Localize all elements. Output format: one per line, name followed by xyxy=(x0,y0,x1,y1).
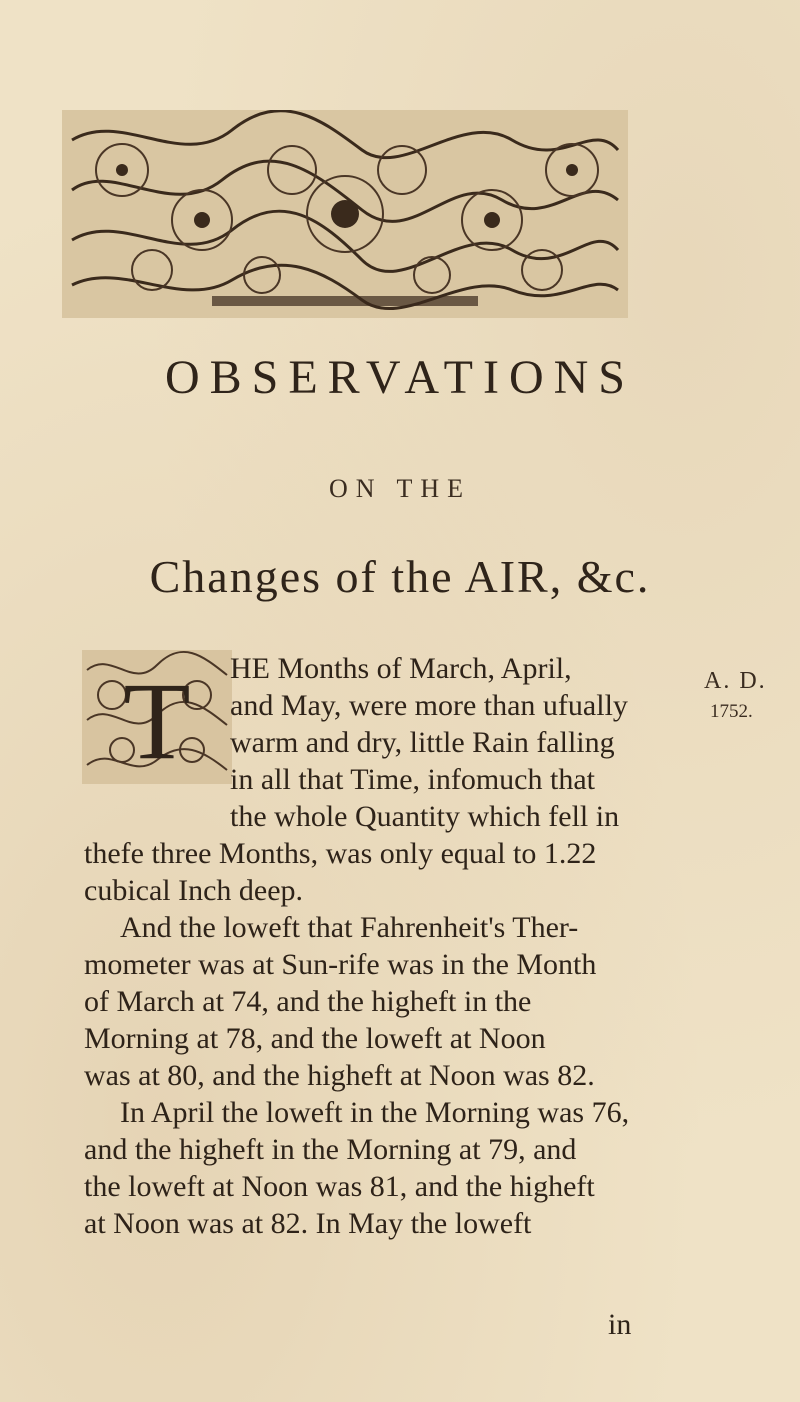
page-subtitle: ON THE xyxy=(328,474,472,503)
section-heading: Changes of the AIR, &c. xyxy=(149,551,651,602)
text-line: In April the loweft in the Morning was 76, xyxy=(120,1096,630,1129)
text-line: warm and dry, little Rain falling xyxy=(230,726,615,759)
margin-note-year: 1752. xyxy=(710,701,753,722)
text-line: and the higheft in the Morning at 79, and xyxy=(84,1133,577,1166)
margin-note xyxy=(704,668,794,723)
svg-text:T: T xyxy=(123,660,191,782)
text-line: the whole Quantity which fell in xyxy=(230,800,620,833)
text-line: at Noon was at 82. In May the loweft xyxy=(84,1207,532,1240)
text-line: mometer was at Sun-rife was in the Month xyxy=(84,948,597,981)
text-line: And the loweft that Fahrenheit's Ther- xyxy=(120,911,579,944)
body-paragraph xyxy=(84,650,710,1242)
text-line: Morning at 78, and the loweft at Noon xyxy=(84,1022,546,1055)
text-line: was at 80, and the higheft at Noon was 82. xyxy=(84,1059,595,1092)
ornamental-headpiece xyxy=(62,110,628,318)
text-line: in all that Time, infomuch that xyxy=(230,763,595,796)
text-line: thefe three Months, was only equal to 1.22 xyxy=(84,837,597,870)
text-line: of March at 74, and the higheft in the xyxy=(84,985,532,1018)
text-line: and May, were more than ufually xyxy=(230,689,628,722)
catchword: in xyxy=(608,1308,632,1341)
text-line: cubical Inch deep. xyxy=(84,874,304,907)
text-line: HE Months of March, April, xyxy=(230,652,572,685)
page-title: OBSERVATIONS xyxy=(164,351,635,404)
margin-note-era: A. D. xyxy=(704,668,767,694)
text-line: the loweft at Noon was 81, and the higheft xyxy=(84,1170,595,1203)
